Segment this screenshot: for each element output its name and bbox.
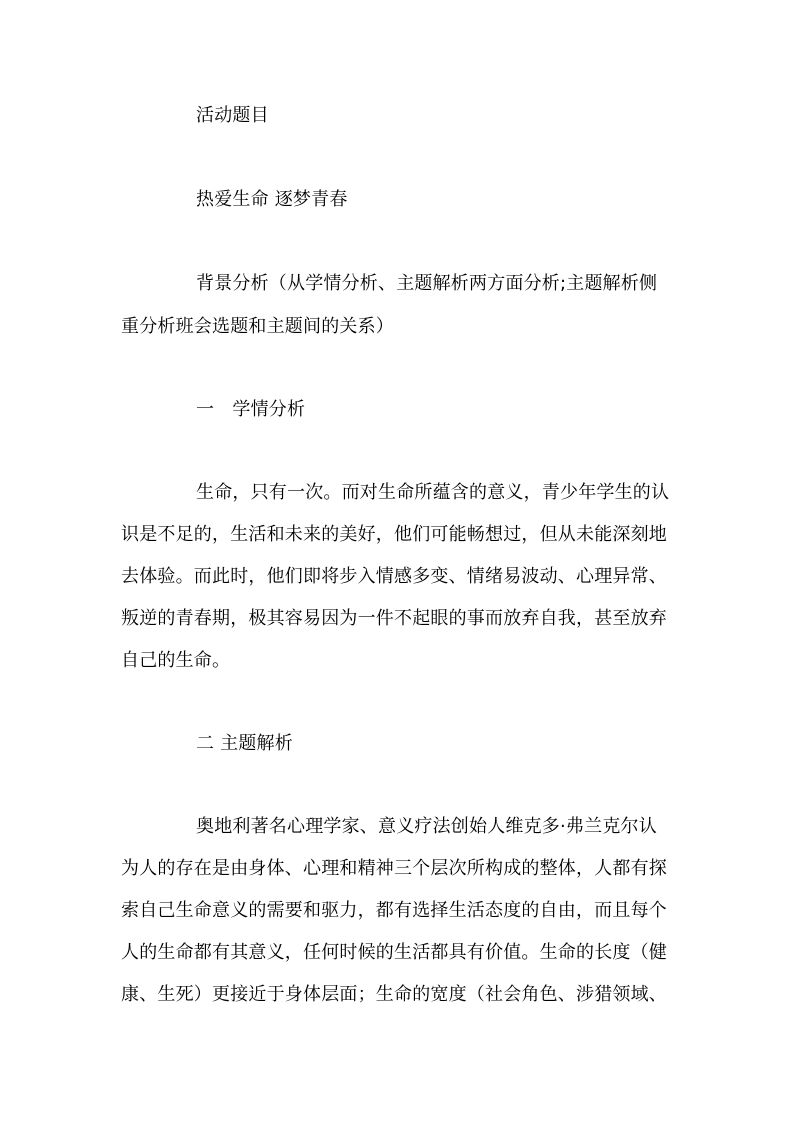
section-1-paragraph-line: 生命，只有一次。而对生命所蕴含的意义，青少年学生的认 xyxy=(196,482,670,503)
section-2-paragraph-line: 奥地利著名心理学家、意义疗法创始人维克多·弗兰克尔认 xyxy=(196,816,657,837)
section-2-paragraph-line: 康、生死）更接近于身体层面；生命的宽度（社会角色、涉猎领域、 xyxy=(121,984,667,1005)
section-2-paragraph-line: 为人的存在是由身体、心理和精神三个层次所构成的整体，人都有探 xyxy=(121,858,667,879)
section-1-paragraph-line: 自己的生命。 xyxy=(121,650,231,671)
section-1-title: 一 学情分析 xyxy=(196,399,306,420)
section-1-paragraph-line: 识是不足的，生活和未来的美好，他们可能畅想过，但从未能深刻地 xyxy=(121,524,667,545)
section-1-paragraph-line: 叛逆的青春期，极其容易因为一件不起眼的事而放弃自我，甚至放弃 xyxy=(121,608,667,629)
background-analysis-line-1: 背景分析（从学情分析、主题解析两方面分析;主题解析侧 xyxy=(196,273,658,294)
activity-heading: 活动题目 xyxy=(196,105,269,126)
background-analysis-line-2: 重分析班会选题和主题间的关系） xyxy=(121,316,394,337)
section-2-paragraph-line: 人的生命都有其意义，任何时候的生活都具有价值。生命的长度（健 xyxy=(121,942,667,963)
section-2-paragraph-line: 索自己生命意义的需要和驱力，都有选择生活态度的自由，而且每个 xyxy=(121,900,667,921)
section-2-title: 二 主题解析 xyxy=(196,733,293,754)
section-1-paragraph-line: 去体验。而此时，他们即将步入情感多变、情绪易波动、心理异常、 xyxy=(121,566,667,587)
activity-title: 热爱生命 逐梦青春 xyxy=(196,189,348,210)
